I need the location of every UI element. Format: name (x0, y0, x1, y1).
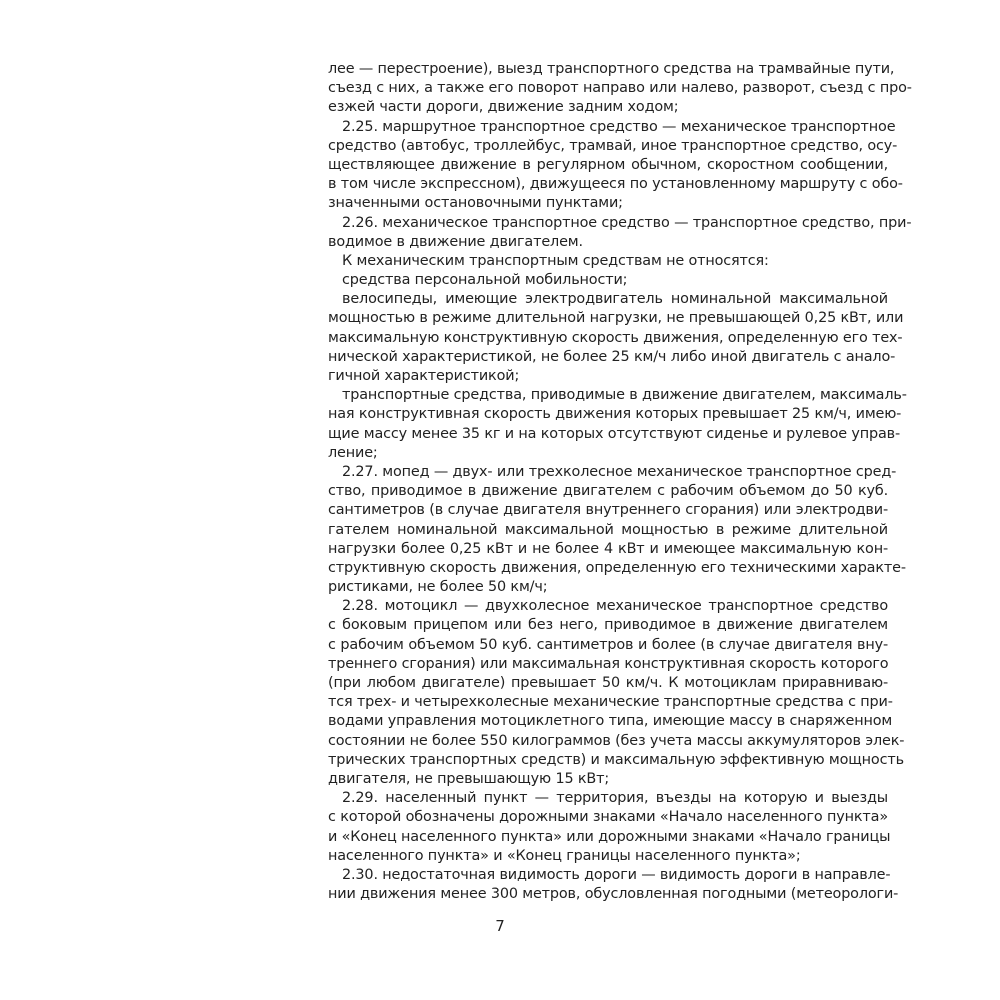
text-line: нической характеристикой, не более 25 км/ч либо иной двигатель с анало- (328, 348, 896, 365)
text-line: водами управления мотоциклетного типа, имеющие массу в снаряженном (328, 713, 893, 730)
text-line: нии движения менее 300 метров, обусловленная погодными (метеорологи- (328, 886, 899, 903)
text-line: езжей части дороги, движение задним ходом; (328, 99, 679, 116)
text-line: водимое в движение двигателем. (328, 233, 583, 250)
text-line: двигателя, не превышающую 15 кВт; (328, 770, 610, 787)
text-line: нагрузки более 0,25 кВт и не более 4 кВт и имеющее максимальную кон- (328, 540, 888, 557)
text-line: ная конструктивная скорость движения которых превышает 25 км/ч, имею- (328, 406, 902, 423)
text-line: гателем номинальной максимальной мощностью в режиме длительной (328, 521, 888, 538)
text-line: ществляющее движение в регулярном обычном, скоростном сообщении, (328, 156, 888, 173)
text-line: велосипеды, имеющие электродвигатель номинальной максимальной (342, 291, 888, 308)
text-line: с боковым прицепом или без него, приводимое в движение двигателем (328, 617, 888, 634)
text-line: съезд с них, а также его поворот направо или налево, разворот, съезд с про- (328, 80, 912, 97)
text-line: тся трех- и четырехколесные механические транспортные средства с при- (328, 694, 893, 711)
text-line: средства персональной мобильности; (342, 272, 628, 289)
text-line: транспортные средства, приводимые в движение двигателем, максималь- (342, 387, 907, 404)
text-line: с которой обозначены дорожными знаками «Начало населенного пункта» (328, 809, 888, 826)
text-line: мощностью в режиме длительной нагрузки, не превышающей 0,25 кВт, или (328, 310, 904, 327)
text-line: гичной характеристикой; (328, 368, 520, 384)
text-line: лее — перестроение), выезд транспортного средства на трамвайные пути, (328, 61, 895, 77)
text-line: ристиками, не более 50 км/ч; (328, 579, 548, 596)
text-line: К механическим транспортным средствам не относятся: (342, 252, 769, 269)
text-line: средство (автобус, троллейбус, трамвай, иное транспортное средство, осу- (328, 137, 898, 154)
text-line: с рабочим объемом 50 куб. сантиметров и более (в случае двигателя вну- (328, 636, 888, 653)
page-number: 7 (495, 917, 505, 935)
text-line: 2.26. механическое транспортное средство — транспортное средство, при- (342, 214, 912, 231)
text-line: щие массу менее 35 кг и на которых отсутствуют сиденье и рулевое управ- (328, 425, 901, 442)
text-line: трических транспортных средств) и максимальную эффективную мощность (328, 751, 904, 768)
text-line: 2.30. недостаточная видимость дороги — видимость дороги в направле- (342, 866, 891, 883)
text-line: 2.28. мотоцикл — двухколесное механическое транспортное средство (342, 598, 888, 615)
page-body (328, 60, 912, 904)
text-line: 2.27. мопед — двух- или трехколесное механическое транспортное сред- (342, 463, 897, 480)
text-line: 2.29. населенный пункт — территория, въезды на которую и выезды (342, 790, 888, 807)
text-line: 2.25. маршрутное транспортное средство — механическое транспортное (342, 118, 896, 135)
text-line: значенными остановочными пунктами; (328, 195, 623, 212)
text-line: населенного пункта» и «Конец границы населенного пункта»; (328, 847, 801, 864)
text-line: и «Конец населенного пункта» или дорожными знаками «Начало границы (328, 828, 891, 845)
text-line: структивную скорость движения, определенную его техническими характе- (328, 559, 906, 576)
text-line: в том числе экспрессном), движущееся по установленному маршруту с обо- (328, 176, 903, 193)
text-line: (при любом двигателе) превышает 50 км/ч. К мотоциклам приравниваю- (328, 675, 888, 691)
text-line: треннего сгорания) или максимальная конструктивная скорость которого (328, 655, 889, 672)
text-line: состоянии не более 550 килограммов (без учета массы аккумуляторов элек- (328, 732, 905, 749)
text-line: сантиметров (в случае двигателя внутреннего сгорания) или электродви- (328, 502, 888, 519)
text-line: ление; (328, 444, 378, 461)
text-line: максимальную конструктивную скорость движения, определенную его тех- (328, 329, 903, 346)
text-line: ство, приводимое в движение двигателем с рабочим объемом до 50 куб. (328, 483, 888, 500)
